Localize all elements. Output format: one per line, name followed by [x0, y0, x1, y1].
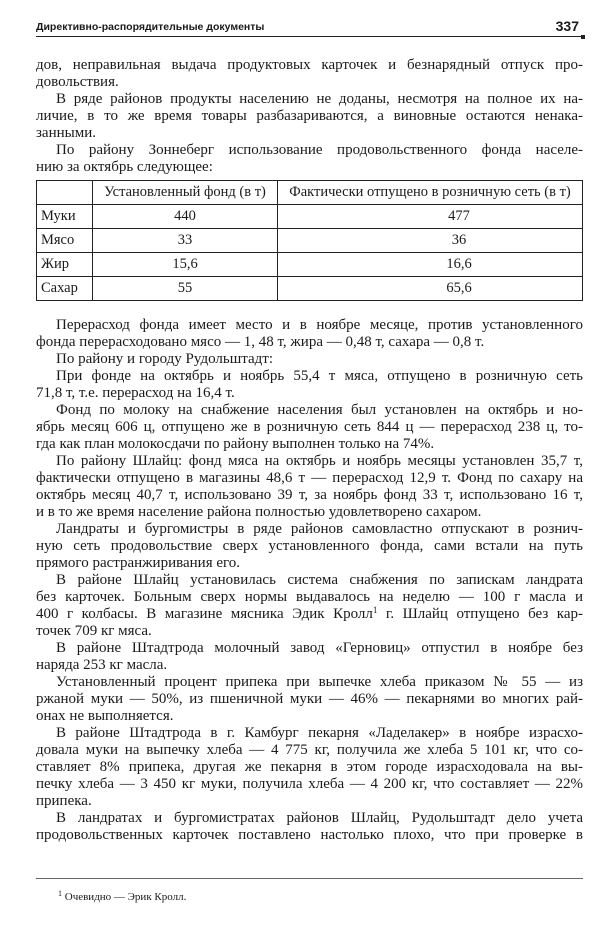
running-header — [36, 16, 583, 37]
text-line: довольствия. — [36, 74, 119, 90]
text-line: ную сеть продовольствие сверх установленного фонда, сами встали на путь — [36, 538, 583, 554]
text-line: припека. — [36, 793, 92, 809]
table-row — [37, 229, 583, 253]
header-title: Директивно-распорядительные документы — [36, 21, 265, 33]
row-label: Мясо — [37, 229, 93, 253]
text-line: без карточек. Больным сверх нормы выдавалось на неделю — 100 г масла и — [36, 589, 583, 605]
paragraph — [36, 674, 583, 725]
paragraph — [36, 351, 583, 368]
text-line: прямого растранжиривания его. — [36, 555, 241, 571]
table-row — [37, 253, 583, 277]
text-line: занными. — [36, 125, 96, 141]
text-line: По району и городу Рудольштадт: — [56, 351, 274, 367]
established-fund-cell: 15,6 — [93, 253, 278, 277]
text-line: нию за октябрь следующее: — [36, 159, 213, 175]
text-line: довала муки на выпечку хлеба — 4 775 кг, получила же хлеба 5 101 кг, что со- — [36, 742, 583, 758]
text-line: и в то же время население района полностью удовлетворено сахаром. — [36, 504, 482, 520]
paragraph — [36, 57, 583, 91]
text-line: ставляет 8% припека, другая же пекарня в этом городе израсходовала на вы- — [36, 759, 583, 775]
row-label: Жир — [37, 253, 93, 277]
text-line: фонда перерасходовано мясо — 1, 48 т, жира — 0,48 т, сахара — 0,8 т. — [36, 334, 485, 350]
established-fund-cell: 440 — [93, 205, 278, 229]
text-line: Установленный процент припека при выпечке хлеба приказом № 55 — из — [56, 674, 583, 690]
paragraph — [36, 368, 583, 402]
paragraph — [36, 640, 583, 674]
text-line: ябрь месяц 606 ц, отпущено же в розничную сеть 844 ц — перерасход 238 ц, то- — [36, 419, 583, 435]
text-line: Ландраты и бургомистры в ряде районов самовластно отпускают в рознич- — [56, 521, 583, 537]
text-line: Перерасход фонда имеет место и в ноябре месяце, против установленного — [56, 317, 583, 333]
header-rule-mark — [581, 35, 585, 39]
row-label: Сахар — [37, 277, 93, 301]
table-header-row — [37, 181, 583, 205]
paragraph — [36, 317, 583, 351]
established-fund-cell: 55 — [93, 277, 278, 301]
text-line: 400 г колбасы. В магазине мясника Эдик Кролл$^1$ г. Шлайц отпущено без кар- — [36, 605, 583, 622]
table-header-cell: Фактически отпущено в розничную сеть (в т) — [278, 181, 583, 205]
released-cell: 477 — [278, 205, 583, 229]
text-line: ржаной муки — 50%, из пшеничной муки — 46% — пекарнями во многих рай- — [36, 691, 583, 707]
text-line: При фонде на октябрь и ноябрь 55,4 т мяса, отпущено в розничную сеть — [56, 368, 583, 384]
paragraph — [36, 91, 583, 142]
paragraph — [36, 453, 583, 521]
table-header-cell: Установленный фонд (в т) — [93, 181, 278, 205]
paragraph — [36, 572, 583, 640]
text-line: По району Зоннеберг использование продовольственного фонда населе- — [56, 142, 583, 158]
text-line: В ряде районов продукты населению не доданы, несмотря на полное их на- — [56, 91, 583, 107]
text-line: продовольственных карточек поставлено настолько плохо, что при проверке в — [36, 827, 583, 843]
food-fund-table — [36, 180, 583, 301]
text-line: октябрь месяц 40,7 т, использовано 39 т, за ноябрь фонд 33 т, использовано 16 т, — [36, 487, 583, 503]
text-line: В районе Штадтрода молочный завод «Герновиц» отпустил в ноябре без — [56, 640, 583, 656]
text-line: В ландратах и бургомистратах районов Шлайц, Рудольштадт дело учета — [56, 810, 583, 826]
text-line: гда как план молокосдачи по району выполнен только на 74%. — [36, 436, 435, 452]
paragraph — [36, 142, 583, 176]
text-line: 71,8 т, т.е. перерасход на 16,4 т. — [36, 385, 235, 401]
text-line: точек 709 кг мяса. — [36, 623, 152, 639]
text-line: печку хлеба — 3 450 кг муки, получила хлеба — 4 200 кг, что составляет — 22% — [36, 776, 583, 792]
text-line: дов, неправильная выдача продуктовых карточек и безнарядный отпуск про- — [36, 57, 583, 73]
released-cell: 65,6 — [278, 277, 583, 301]
table-header-cell — [37, 181, 93, 205]
paragraph — [36, 402, 583, 453]
text-line: По району Шлайц: фонд мяса на октябрь и ноябрь месяцы установлен 35,7 т, — [56, 453, 583, 469]
footnote-mark: 1 — [58, 889, 62, 898]
text-after-table — [36, 317, 583, 844]
table-row — [37, 277, 583, 301]
footnote — [58, 891, 186, 903]
table-row — [37, 205, 583, 229]
text-line: Фонд по молоку на снабжение населения был установлен на октябрь и но- — [56, 402, 583, 418]
paragraph — [36, 810, 583, 844]
paragraph — [36, 725, 583, 810]
text-line: фактически отпущено в магазины 48,6 т — перерасход 12,9 т. Фонд по сахару на — [36, 470, 583, 486]
paragraph — [36, 521, 583, 572]
footnote-divider — [36, 878, 583, 879]
released-cell: 16,6 — [278, 253, 583, 277]
text-line: В районе Шлайц установилась система снабжения по запискам ландрата — [56, 572, 583, 588]
page-number: 337 — [555, 18, 579, 34]
footnote-ref: 1 — [372, 605, 378, 615]
row-label: Муки — [37, 205, 93, 229]
established-fund-cell: 33 — [93, 229, 278, 253]
text-line: наряда 253 кг масла. — [36, 657, 168, 673]
text-line: личие, в то же время товары разбазариваются, а виновные остаются ненака- — [36, 108, 583, 124]
footnote-text: Очевидно — Эрик Кролл. — [64, 891, 187, 903]
text-before-table — [36, 57, 583, 176]
text-line: В районе Штадтрода в г. Камбург пекарня «Ладелакер» в ноябре израсхо- — [56, 725, 583, 741]
text-line: онах не выполняется. — [36, 708, 174, 724]
released-cell: 36 — [278, 229, 583, 253]
